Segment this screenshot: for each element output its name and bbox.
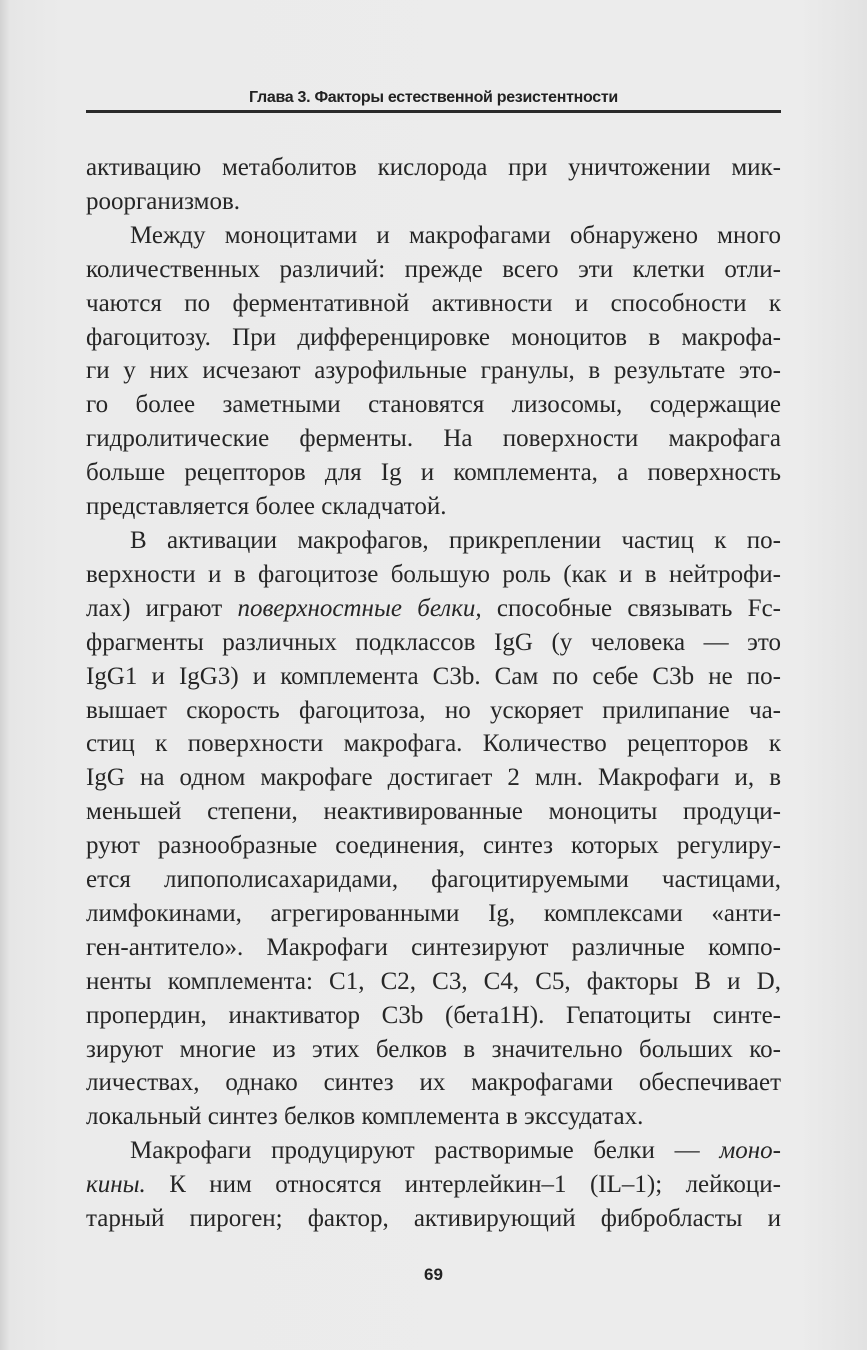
text-line: представляется более складчатой. <box>86 493 447 521</box>
text-line: верхности и в фагоцитозе большую роль (как и в нейтрофи- <box>86 560 781 588</box>
text-line: IgG1 и IgG3) и комплемента C3b. Сам по себе C3b не по- <box>86 662 781 690</box>
text-line: чаются по ферментативной активности и способности к <box>86 289 781 317</box>
text-line: вышает скорость фагоцитоза, но ускоряет прилипание ча- <box>86 696 781 724</box>
text-line: локальный синтез белков комплемента в экссудатах. <box>86 1103 644 1131</box>
italic-term: кины. <box>86 1171 146 1199</box>
text-line: лимфокинами, агрегированными Ig, комплексами «анти- <box>86 899 781 927</box>
chapter-title: Глава 3. Факторы естественной резистентности <box>249 89 618 106</box>
text-line: зируют многие из этих белков в значительно больших ко- <box>86 1035 781 1063</box>
text-line: личествах, однако синтез их макрофагами обеспечивает <box>86 1069 781 1097</box>
text-line: стиц к поверхности макрофага. Количество рецепторов к <box>86 730 781 758</box>
text-line: количественных различий: прежде всего эти клетки отли- <box>86 255 781 283</box>
text-run: лах) играют <box>86 594 238 622</box>
body-text <box>86 151 781 1236</box>
text-line: пропердин, инактиватор C3b (бета1H). Гепатоциты синте- <box>86 1001 781 1029</box>
text-run: Макрофаги продуцируют растворимые белки — <box>130 1137 720 1165</box>
text-line-with-italic <box>86 1134 781 1168</box>
text-line: руют разнообразные соединения, синтез которых регулиру- <box>86 832 781 860</box>
italic-term: поверхностные белки, <box>237 594 482 622</box>
running-head <box>86 87 781 113</box>
text-line: активацию метаболитов кислорода при уничтожении мик- <box>86 154 781 181</box>
text-run: К ним относятся интерлейкин–1 (IL–1); лейкоци- <box>145 1171 781 1199</box>
text-line: тарный пироген; фактор, активирующий фибробласты и <box>86 1205 781 1233</box>
text-line: больше рецепторов для Ig и комплемента, а поверхность <box>86 459 781 487</box>
text-line: фрагменты различных подклассов IgG (у человека — это <box>86 628 781 656</box>
text-line: гидролитические ферменты. На поверхности макрофага <box>86 425 781 453</box>
text-line: ген-антитело». Макрофаги синтезируют различные компо- <box>86 933 781 961</box>
text-line: роорганизмов. <box>86 187 241 215</box>
text-line-with-italic <box>86 1168 781 1202</box>
page-number: 69 <box>424 1265 443 1284</box>
text-line: Между моноцитами и макрофагами обнаружено много <box>130 221 781 249</box>
text-line: ги у них исчезают азурофильные гранулы, в результате это- <box>86 357 781 385</box>
text-line: фагоцитозу. При дифференцировке моноцитов в макрофа- <box>86 323 781 351</box>
text-line: меньшей степени, неактивированные моноциты продуци- <box>86 798 781 826</box>
italic-term: моно- <box>719 1137 781 1165</box>
text-line: В активации макрофагов, прикреплении частиц к по- <box>130 526 781 554</box>
text-line-with-italic <box>86 592 781 626</box>
text-run: способные связывать Fc- <box>481 594 781 622</box>
text-line: ненты комплемента: C1, C2, C3, C4, C5, факторы B и D, <box>86 967 781 995</box>
text-line: ется липополисахаридами, фагоцитируемыми частицами, <box>86 866 781 894</box>
text-line: IgG на одном макрофаге достигает 2 млн. Макрофаги и, в <box>86 764 781 792</box>
text-line: го более заметными становятся лизосомы, содержащие <box>86 391 781 419</box>
